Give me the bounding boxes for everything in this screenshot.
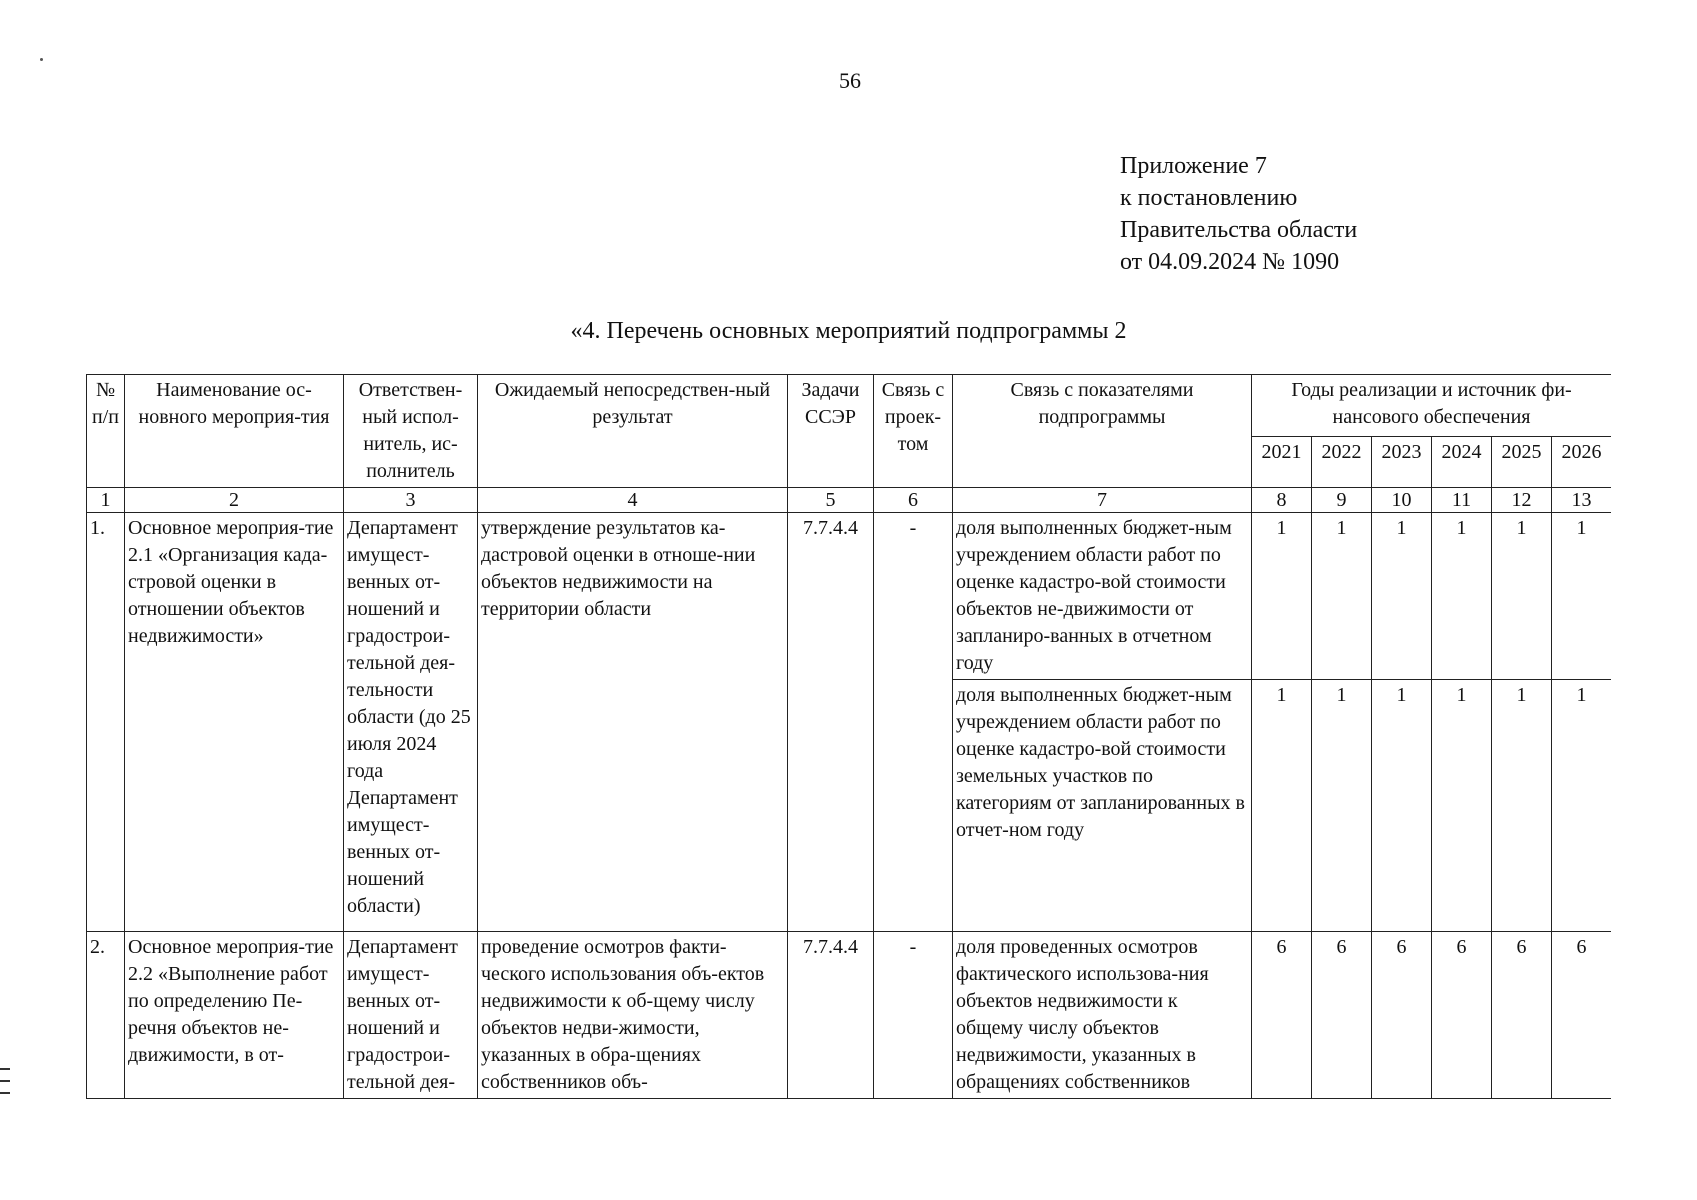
row-activity-name: Основное мероприя-тие 2.2 «Выполнение работ по определению Пе-речня объектов не-движимости, в от- [125, 932, 344, 1099]
row-year-value: 1 [1252, 680, 1312, 932]
column-number: 7 [953, 488, 1252, 513]
column-number: 1 [87, 488, 125, 513]
row-responsible: Департамент имущест-венных от-ношений и градострои-тельной дея-тельности области (до 25 июля 2024 года Департамент имущест-венных от-ношений области) [344, 513, 478, 932]
column-number: 5 [788, 488, 874, 513]
header-project: Связь с проек-том [874, 375, 953, 488]
row-year-value: 6 [1372, 932, 1432, 1099]
column-number: 8 [1252, 488, 1312, 513]
header-num: № п/п [87, 375, 125, 488]
row-year-value: 1 [1492, 513, 1552, 680]
appendix-line: от 04.09.2024 № 1090 [1120, 249, 1340, 275]
activities-table [86, 374, 1611, 1099]
row-year-value: 6 [1552, 932, 1612, 1099]
row-indicator: доля выполненных бюджет-ным учреждением области работ по оценке кадастро-вой стоимости земельных участков по категориям от запланированных в отчет-ном году [953, 680, 1252, 932]
header-responsible: Ответствен-ный испол-нитель, ис-полнитель [344, 375, 478, 488]
appendix-line: к постановлению [1120, 185, 1298, 211]
scan-mark [0, 1068, 10, 1070]
header-tasks: Задачи ССЭР [788, 375, 874, 488]
row-year-value: 1 [1312, 680, 1372, 932]
header-year: 2024 [1432, 436, 1492, 487]
scan-mark [0, 1092, 10, 1094]
row-project: - [874, 932, 953, 1099]
scan-dot [40, 58, 43, 61]
section-title: «4. Перечень основных мероприятий подпрограммы 2 [570, 318, 1127, 344]
row-num: 2. [87, 932, 125, 1099]
row-year-value: 1 [1552, 513, 1612, 680]
activities-table-wrapper [86, 374, 1611, 1104]
column-number: 10 [1372, 488, 1432, 513]
row-year-value: 1 [1552, 680, 1612, 932]
row-year-value: 1 [1252, 513, 1312, 680]
table-row [87, 932, 1612, 1099]
header-year: 2022 [1312, 436, 1372, 487]
column-number: 11 [1432, 488, 1492, 513]
row-year-value: 1 [1492, 680, 1552, 932]
scan-mark [0, 1080, 10, 1082]
row-tasks: 7.7.4.4 [788, 513, 874, 932]
column-number: 12 [1492, 488, 1552, 513]
column-number: 2 [125, 488, 344, 513]
header-indicators: Связь с показателями подпрограммы [953, 375, 1252, 488]
column-number: 4 [478, 488, 788, 513]
row-indicator: доля выполненных бюджет-ным учреждением области работ по оценке кадастро-вой стоимости объектов не-движимости от запланиро-ванных в отчетном году [953, 513, 1252, 680]
row-year-value: 6 [1252, 932, 1312, 1099]
appendix-line: Приложение 7 [1120, 153, 1267, 179]
row-expected-result: утверждение результатов ка-дастровой оценки в отноше-нии объектов недвижимости на территории области [478, 513, 788, 932]
header-year: 2023 [1372, 436, 1432, 487]
row-responsible: Департамент имущест-венных от-ношений и градострои-тельной дея- [344, 932, 478, 1099]
row-num: 1. [87, 513, 125, 932]
appendix-line: Правительства области [1120, 217, 1358, 243]
row-activity-name: Основное мероприя-тие 2.1 «Организация када-стровой оценки в отношении объектов недвижимости» [125, 513, 344, 932]
row-tasks: 7.7.4.4 [788, 932, 874, 1099]
row-year-value: 1 [1432, 680, 1492, 932]
row-year-value: 6 [1312, 932, 1372, 1099]
column-number: 6 [874, 488, 953, 513]
column-number: 3 [344, 488, 478, 513]
row-year-value: 1 [1432, 513, 1492, 680]
table-row [87, 513, 1612, 680]
row-year-value: 6 [1492, 932, 1552, 1099]
header-years-group: Годы реализации и источник фи-нансового обеспечения [1252, 375, 1612, 437]
header-year: 2026 [1552, 436, 1612, 487]
header-result: Ожидаемый непосредствен-ный результат [478, 375, 788, 488]
row-year-value: 1 [1312, 513, 1372, 680]
appendix-block [1120, 150, 1357, 278]
row-expected-result: проведение осмотров факти-ческого использования объ-ектов недвижимости к об-щему числу объектов недви-жимости, указанных в обра-щениях собственников объ- [478, 932, 788, 1099]
header-name: Наименование ос-новного мероприя-тия [125, 375, 344, 488]
page-number: 56 [839, 68, 861, 93]
row-year-value: 1 [1372, 513, 1432, 680]
header-year: 2025 [1492, 436, 1552, 487]
column-number: 13 [1552, 488, 1612, 513]
header-year: 2021 [1252, 436, 1312, 487]
row-project: - [874, 513, 953, 932]
row-year-value: 1 [1372, 680, 1432, 932]
row-year-value: 6 [1432, 932, 1492, 1099]
row-indicator: доля проведенных осмотров фактического использова-ния объектов недвижимости к общему числу объектов недвижимости, указанных в обращениях собственников [953, 932, 1252, 1099]
column-number: 9 [1312, 488, 1372, 513]
